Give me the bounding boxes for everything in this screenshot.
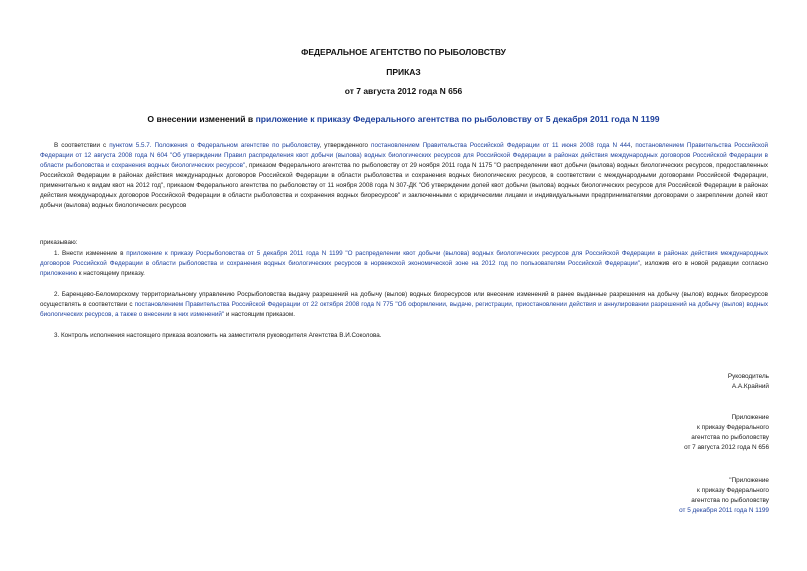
- item-1-text-3: к настоящему приказу.: [77, 270, 145, 277]
- signature-block: [728, 372, 769, 392]
- signature-role: Руководитель: [727, 373, 769, 380]
- item-1-paragraph: [40, 249, 768, 279]
- title-link[interactable]: приложение к приказу Федерального агентства по рыболовству от 5 декабря 2011 года N 1199: [255, 114, 660, 124]
- link-order-1199[interactable]: приложение к приказу Росрыболовства от 5 декабря 2011 года N 1199 "О распределении квот добычи (вылова) водных биологических ресурсов для Российской Федерации в районах действия международных договоров Российской Федерации в области рыболовства и сохранения водных биологических ресурсов в норвежской экономической зоне на 2012 год по пользователям Российской Федерации": [40, 250, 768, 267]
- item-2-paragraph: [40, 290, 768, 320]
- appendix-heading-1: [684, 413, 769, 453]
- link-resolution-444[interactable]: постановлением Правительства Российской Федерации от 11 июня 2008 года N 444: [371, 142, 631, 149]
- appendix-2-line-1: "Приложение: [729, 477, 769, 484]
- item-1-text-1: 1. Внести изменение в: [54, 250, 127, 257]
- document-title: [0, 114, 807, 124]
- preamble-paragraph: [40, 141, 768, 211]
- orders-word: приказываю:: [40, 239, 78, 246]
- link-agency-regulation[interactable]: пунктом 5.5.7. Положения о Федеральном агентстве по рыболовству: [109, 142, 320, 149]
- signature-name: А.А.Крайний: [731, 383, 769, 390]
- appendix-2-line-2: к приказу Федерального: [697, 487, 769, 494]
- appendix-1-line-1: Приложение: [731, 414, 769, 421]
- document-type-heading: ПРИКАЗ: [386, 67, 421, 77]
- document-date-number: от 7 августа 2012 года N 656: [344, 86, 463, 96]
- preamble-text-2: , утвержденного: [319, 142, 372, 149]
- appendix-1-line-2: к приказу Федерального: [697, 424, 769, 431]
- title-prefix: О внесении изменений в: [147, 114, 256, 124]
- link-resolution-604[interactable]: постановлением Правительства Российской Федерации от 12 августа 2008 года N 604 "Об утверждении Правил распределения квот добычи (вылова) водных биологических ресурсов для Российской Федерации в районах действия международных договоров Российской Федерации в области рыболовства и сохранения водных биологических ресурсов": [40, 142, 768, 169]
- item-2-text-2: и настоящим приказом.: [224, 311, 295, 318]
- preamble-text-3: ,: [630, 142, 636, 149]
- appendix-1-line-3: агентства по рыболовству: [691, 434, 769, 441]
- item-2-text-1: 2. Баренцево-Беломорскому территориальному управлению Росрыболовства выдачу разрешений на добычу (вылов) водных биоресурсов или внесение изменений в ранее выданные разрешения на добычу (вылов) водных биоресурсов осуществлять в соответствии с: [40, 291, 768, 308]
- preamble-text-4: , приказом Федерального агентства по рыболовству от 29 ноября 2011 года N 1175 "О распределении квот добычи (вылова) водных биологических ресурсов, предоставленных Российской Федерации в районах действия международных договоров Российской Федерации в области рыболовства и сохранения водных биологических ресурсов, в соответствии с международными договорами Российской Федерации, применительно к видам квот на 2012 год", приказом Федерального агентства по рыболовству от 11 ноября 2008 года N 307-ДК "Об утверждении долей квот добычи (вылова) водных биологических ресурсов для Российской Федерации в районах действия международных договоров Российской Федерации в области рыболовства и сохранения водных биоресурсов" и заключенными с юридическими лицами и индивидуальными предпринимателями договорами о закреплении долей квот добычи (вылова) водных биологических ресурсов: [40, 162, 768, 209]
- item-3-paragraph: 3. Контроль исполнения настоящего приказа возложить на заместителя руководителя Агентства В.И.Соколова.: [54, 332, 382, 339]
- link-appendix[interactable]: приложению: [40, 270, 78, 277]
- appendix-1-line-4: от 7 августа 2012 года N 656: [684, 444, 769, 451]
- appendix-heading-2: [679, 476, 769, 516]
- appendix-2-link-date[interactable]: от 5 декабря 2011 года N 1199: [679, 507, 769, 514]
- link-resolution-775[interactable]: постановлением Правительства Российской Федерации от 22 октября 2008 года N 775 "Об оформлении, выдаче, регистрации, приостановлении действия и аннулировании разрешений на добычу (вылов) водных биологических ресурсов, а также о внесении в них изменений": [40, 301, 768, 318]
- appendix-2-line-3: агентства по рыболовству: [691, 497, 769, 504]
- item-1-text-2: , изложив его в новой редакции согласно: [640, 260, 768, 267]
- agency-heading: ФЕДЕРАЛЬНОЕ АГЕНТСТВО ПО РЫБОЛОВСТВУ: [301, 47, 506, 57]
- preamble-text-1: В соответствии с: [54, 142, 110, 149]
